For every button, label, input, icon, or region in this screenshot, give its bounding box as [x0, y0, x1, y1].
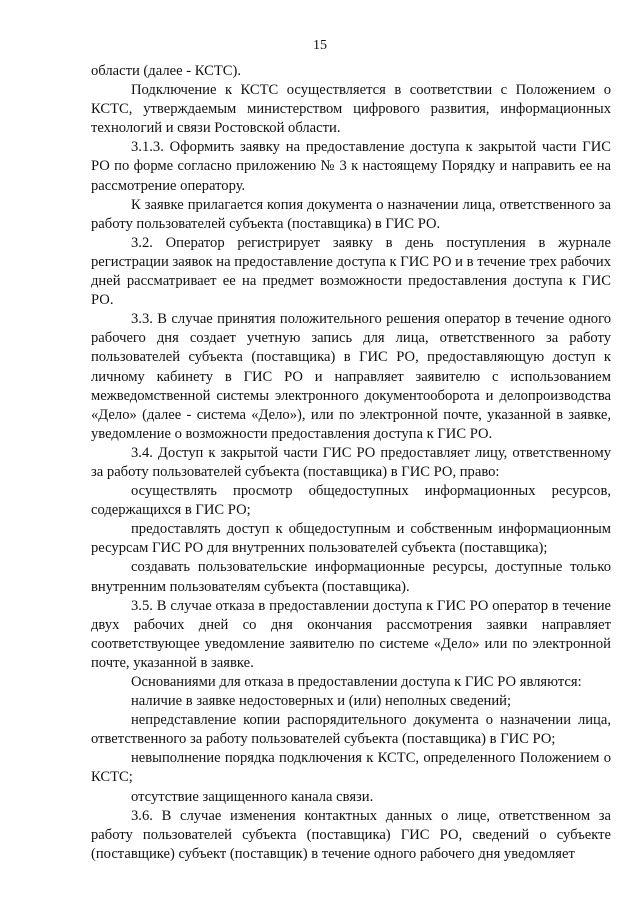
paragraph: осуществлять просмотр общедоступных информационных ресурсов, содержащихся в ГИС РО;	[91, 483, 611, 519]
paragraph: 3.4. Доступ к закрытой части ГИС РО предоставляет лицу, ответственному за работу пользователей субъекта (поставщика) в ГИС РО, право:	[91, 444, 611, 480]
paragraph: 3.6. В случае изменения контактных данных о лице, ответственном за работу пользователей субъекта (поставщика) ГИС РО, сведений о субъекте (поставщике) субъект (поставщик) в течение одного рабочего дня уведомляет	[91, 807, 611, 862]
paragraph: предоставлять доступ к общедоступным и собственным информационным ресурсам ГИС РО для внутренних пользователей субъекта (поставщика);	[91, 521, 611, 557]
paragraph: 3.5. В случае отказа в предоставлении доступа к ГИС РО оператор в течение двух рабочих дней со дня окончания рассмотрения заявки направляет соответствующее уведомление заявителю по системе «Дело» или по электронной почте, указанной в заявке.	[91, 597, 611, 671]
paragraph: 3.3. В случае принятия положительного решения оператор в течение одного рабочего дня создает учетную запись для лица, ответственного за работу пользователей субъекта (поставщика) в ГИС РО, предоставляющую доступ к личному кабинету в ГИС РО и направляет заявителю с использованием межведомственной системы электронного документооборота и делопроизводства «Дело» (далее - система «Дело»), или по электронной почте, указанной в заявке, уведомление о возможности предоставления доступа к ГИС РО.	[91, 311, 611, 442]
paragraph: Подключение к КСТС осуществляется в соответствии с Положением о КСТС, утверждаемым министерством цифрового развития, информационных технологий и связи Ростовской области.	[91, 82, 611, 137]
paragraph: отсутствие защищенного канала связи.	[131, 788, 374, 805]
page-number: 15	[313, 38, 327, 53]
paragraph: наличие в заявке недостоверных и (или) неполных сведений;	[131, 693, 512, 710]
paragraph: Основаниями для отказа в предоставлении доступа к ГИС РО являются:	[131, 674, 582, 690]
paragraph: К заявке прилагается копия документа о назначении лица, ответственного за работу пользователей субъекта (поставщика) в ГИС РО.	[91, 196, 611, 232]
document-body	[91, 62, 611, 864]
paragraph: 3.1.3. Оформить заявку на предоставление доступа к закрытой части ГИС РО по форме согласно приложению № 3 к настоящему Порядку и направить ее на рассмотрение оператору.	[91, 139, 611, 194]
paragraph: 3.2. Оператор регистрирует заявку в день поступления в журнале регистрации заявок на предоставление доступа к ГИС РО и в течение трех рабочих дней рассматривает ее на предмет возможности предоставления доступа к ГИС РО.	[91, 234, 611, 309]
paragraph: невыполнение порядка подключения к КСТС, определенного Положением о КСТС;	[91, 750, 611, 786]
paragraph: создавать пользовательские информационные ресурсы, доступные только внутренним пользователям субъекта (поставщика).	[91, 559, 611, 595]
paragraph: области (далее - КСТС).	[91, 63, 241, 79]
paragraph: непредставление копии распорядительного документа о назначении лица, ответственного за работу пользователей субъекта (поставщика) в ГИС РО;	[91, 712, 611, 748]
